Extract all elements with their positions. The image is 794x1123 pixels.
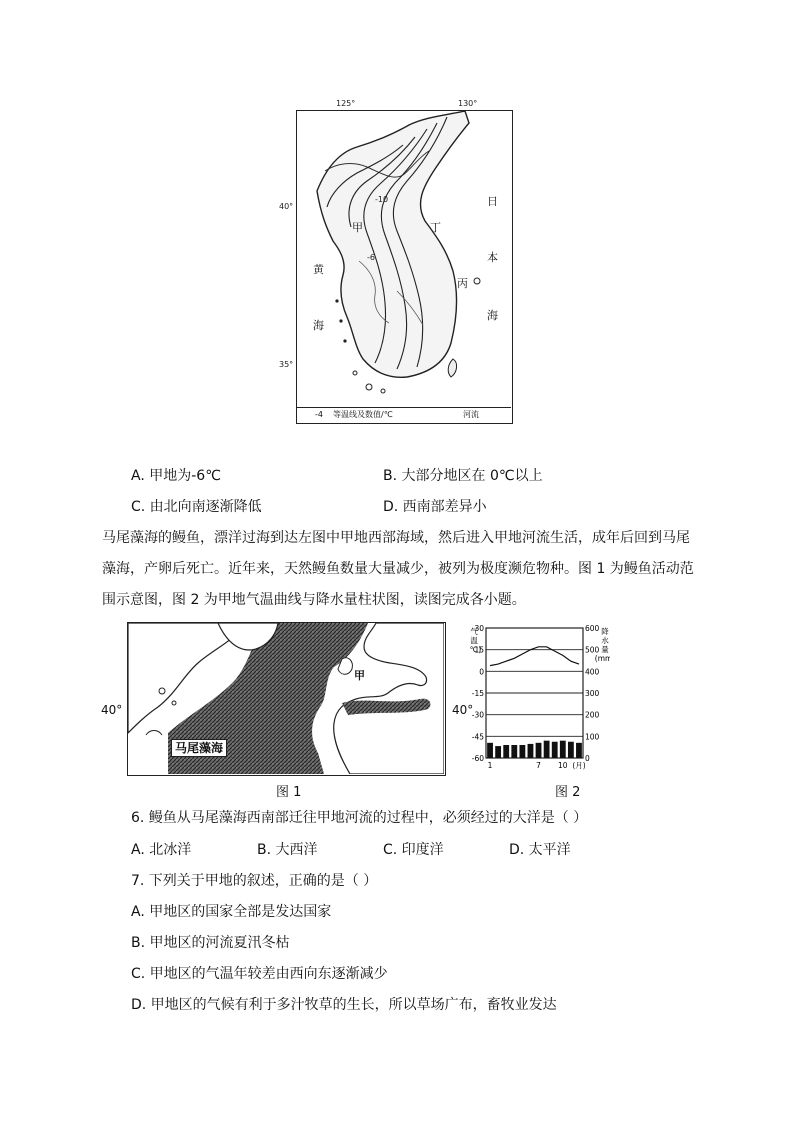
q5-option-b: B. 大部分地区在 0℃以上 <box>383 468 543 484</box>
fig2-temp-tick: 0 <box>479 667 484 677</box>
q7-option-b: B. 甲地区的河流夏汛冬枯 <box>131 935 290 951</box>
q6-option-a: A. 北冰洋 <box>131 842 192 858</box>
fig2-precip-bar <box>536 743 542 758</box>
fig2-chart <box>470 622 610 780</box>
map1-lat-40: 40° <box>279 202 294 211</box>
map1-legend-river: 河流 <box>463 410 479 419</box>
q6-stem: 6. 鳗鱼从马尾藻海西南部迁往甲地河流的过程中，必须经过的大洋是（ ） <box>131 810 588 826</box>
q5-option-d: D. 西南部差异小 <box>383 499 487 515</box>
map1-legend <box>297 407 511 423</box>
fig2-precip-bar <box>503 745 509 758</box>
fig2-month-label: 7 <box>536 761 541 770</box>
fig2-precip-bar <box>487 743 493 758</box>
q7-option-c: C. 甲地区的气温年较差由西向东逐渐减少 <box>131 966 388 982</box>
fig2-precip-bar <box>544 741 550 758</box>
fig2-left-axis-title: 温 <box>470 636 478 645</box>
fig2-temp-tick: 30 <box>474 624 484 633</box>
fig1-lat-left: 40° <box>101 703 123 717</box>
fig2-temp-tick: -15 <box>471 689 484 698</box>
fig2-precip-tick: 600 <box>585 624 600 633</box>
fig2-precip-tick: 200 <box>585 710 600 720</box>
fig2-temp-tick: -30 <box>471 710 484 720</box>
fig2-precip-tick: 0 <box>585 754 590 763</box>
q5-option-c: C. 由北向南逐渐降低 <box>131 499 262 515</box>
fig2-precip-tick: 300 <box>585 689 600 698</box>
fig2-left-axis-title: 气 <box>470 627 478 636</box>
fig2-svg <box>470 622 610 780</box>
fig2-precip-tick: 100 <box>585 732 600 742</box>
map1-legend-isotherm: 等温线及数值/℃ <box>333 410 393 419</box>
map1-legend-sample: -4 <box>315 410 323 419</box>
fig2-right-axis-title: 降 <box>601 627 609 636</box>
fig2-temp-tick: -60 <box>471 754 484 763</box>
fig2-precip-bar <box>576 743 582 758</box>
q6-option-b: B. 大西洋 <box>257 842 318 858</box>
fig2-precip-bar <box>560 741 566 758</box>
map1-lat-35: 35° <box>279 360 294 369</box>
map1-isotherm-label-6: -6 <box>367 253 375 262</box>
q5-option-a: A. 甲地为-6℃ <box>131 468 221 484</box>
fig2-precip-bar <box>519 745 525 758</box>
fig2-precip-bar <box>568 742 574 758</box>
fig1-lat-right: 40° <box>452 703 474 717</box>
q7-option-a: A. 甲地区的国家全部是发达国家 <box>131 904 332 920</box>
fig2-temp-tick: -45 <box>471 732 484 742</box>
map1-japan-sea-2: 本 <box>487 251 498 264</box>
fig2-precip-bar <box>552 742 558 758</box>
fig2-precip-bar <box>495 746 501 758</box>
map1-lon-130: 130° <box>458 99 478 108</box>
fig1-caption: 图 1 <box>276 785 302 800</box>
fig2-left-axis-title: ℃) <box>470 645 482 654</box>
map1-peninsula <box>297 111 511 407</box>
fig2-caption: 图 2 <box>555 785 581 800</box>
q7-stem: 7. 下列关于甲地的叙述，正确的是（ ） <box>131 873 378 889</box>
fig2-temp-tick: 15 <box>474 645 484 655</box>
fig2-precip-bar <box>528 744 534 758</box>
fig2-month-label: 10 <box>558 761 568 770</box>
fig2-right-axis-title: 水 <box>601 636 609 645</box>
map1-yellow-sea-2: 海 <box>313 319 324 332</box>
fig2-right-axis-title: 量 <box>601 645 609 654</box>
map1-japan-sea-3: 海 <box>487 309 498 322</box>
fig1-point-jia: 甲 <box>354 669 365 682</box>
map1-japan-sea-1: 日 <box>487 195 498 208</box>
map1-lon-125: 125° <box>336 99 356 108</box>
map1-point-jia: 甲 <box>352 221 363 234</box>
fig1-sargasso-sea-label: 马尾藻海 <box>171 739 227 757</box>
fig2-month-label: (月) <box>572 761 586 770</box>
q6-option-c: C. 印度洋 <box>383 842 444 858</box>
map1-isotherm-label-10: -10 <box>375 195 389 204</box>
fig2-precip-tick: 400 <box>585 667 600 677</box>
map1-point-bing: 丙 <box>457 277 468 290</box>
map1-point-ding: 丁 <box>430 221 441 234</box>
fig2-right-axis-title: (mm <box>594 654 610 663</box>
fig1-frame <box>127 622 446 776</box>
fig2-precip-tick: 500 <box>585 645 600 655</box>
intro-paragraph: 马尾藻海的鳗鱼，漂洋过海到达左图中甲地西部海域，然后进入甲地河流生活，成年后回到马尾藻海，产卵后死亡。近年来，天然鳗鱼数量大量减少，被列为极度濒危物种。图 1 为鳗鱼活动范围示意图，图 2 为甲地气温曲线与降水量柱状图，读图完成各小题。 <box>102 530 694 608</box>
fig2-precip-bar <box>511 745 517 758</box>
q7-option-d: D. 甲地区的气候有利于多汁牧草的生长，所以草场广布，畜牧业发达 <box>131 997 557 1013</box>
q6-option-d: D. 太平洋 <box>509 842 571 858</box>
map1-frame <box>296 110 513 424</box>
fig2-month-label: 1 <box>487 761 493 770</box>
map1-yellow-sea-1: 黄 <box>313 263 324 276</box>
